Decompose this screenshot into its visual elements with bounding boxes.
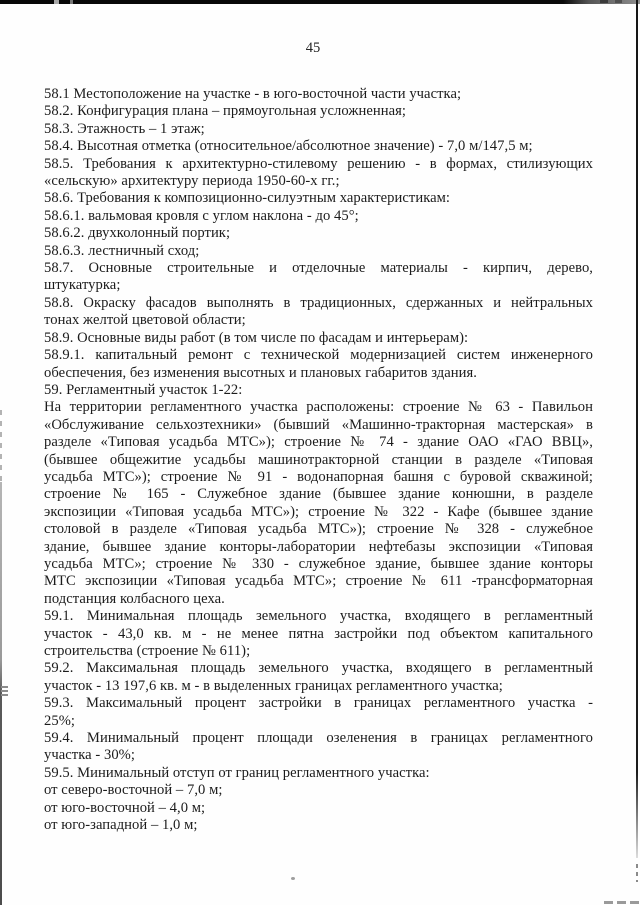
- scan-artifact-left-edge-dashes: [0, 410, 2, 482]
- document-line: подстанция колбасного цеха.: [44, 590, 225, 607]
- document-line: 58.4. Высотная отметка (относительное/абсолютное значение) - 7,0 м/147,5 м;: [44, 138, 533, 155]
- document-line: 59.2. Максимальная площадь земельного участка, входящего в регламентный: [44, 660, 593, 677]
- scan-artifact-top-edge-gap: [70, 0, 73, 4]
- document-line: 58.9.1. капитальный ремонт с технической модернизацией систем инженерного: [44, 347, 593, 364]
- scan-artifact-top-edge-dash: [600, 0, 608, 3]
- scan-artifact-right-edge: [636, 0, 638, 858]
- scan-artifact-speck: [291, 877, 295, 880]
- document-line: МТС экспозиции «Типовая усадьба МТС»; строение № 611 -трансформаторная: [44, 573, 593, 590]
- document-line: 58.2. Конфигурация плана – прямоугольная усложненная;: [44, 103, 406, 120]
- document-line: от юго-западной – 1,0 м;: [44, 817, 198, 834]
- document-line: экспозиции «Типовая усадьба МТС»); строение № 322 - Кафе (бывшее здание: [44, 503, 593, 520]
- document-line: 58.6.1. вальмовая кровля с углом наклона - до 45°;: [44, 207, 359, 224]
- document-line: усадьба МТС»); строение № 91 - водонапорная башня с буровой скважиной;: [44, 468, 593, 485]
- document-line: 58.9. Основные виды работ (в том числе по фасадам и интерьерам):: [44, 329, 469, 346]
- document-line: 59. Регламентный участок 1-22:: [44, 381, 243, 398]
- document-line: от юго-восточной – 4,0 м;: [44, 799, 206, 816]
- document-line: разделе «Типовая усадьба МТС»); строение № 74 - здание ОАО «ГАО ВВЦ»,: [44, 434, 593, 451]
- document-line: 59.3. Максимальный процент застройки в границах регламентного участка -: [44, 695, 593, 712]
- document-line: усадьба МТС»; строение № 330 - служебное здание, бывшее здание конторы: [44, 555, 593, 572]
- document-line: 58.6. Требования к композиционно-силуэтным характеристикам:: [44, 190, 451, 207]
- document-line: 58.8. Окраску фасадов выполнять в традиционных, сдержанных и нейтральных: [44, 294, 593, 311]
- scan-artifact-bottom-right-dashes: [604, 901, 640, 904]
- page-number: 45: [305, 40, 321, 56]
- document-line: тонах желтой цветовой области;: [44, 312, 246, 329]
- document-line: участка - 30%;: [44, 747, 135, 764]
- document-line: 58.7. Основные строительные и отделочные материалы - кирпич, дерево,: [44, 260, 593, 277]
- document-line: «Обслуживание сельхозтехники» (бывший «Машинно-тракторная мастерская» в: [44, 416, 593, 433]
- document-line: На территории регламентного участка расположены: строение № 63 - Павильон: [44, 399, 593, 416]
- document-line: 58.5. Требования к архитектурно-стилевому решению - в формах, стилизующих: [44, 155, 593, 172]
- scan-artifact-left-edge: [0, 482, 2, 905]
- document-line: «сельскую» архитектуру периода 1950-60-х гг.;: [44, 173, 340, 190]
- document-line: строительства (строение № 611);: [44, 643, 251, 659]
- document-line: 58.3. Этажность – 1 этаж;: [44, 120, 205, 137]
- document-line: штукатурка;: [44, 277, 121, 294]
- document-line: обеспечения, без изменения высотных и плановых габаритов здания.: [44, 364, 477, 381]
- document-line: 59.5. Минимальный отступ от границ регламентного участка:: [44, 764, 430, 781]
- document-line: 58.6.3. лестничный сход;: [44, 242, 200, 259]
- document-line: участок - 43,0 кв. м - не менее пятна застройки под объектом капитального: [44, 625, 593, 642]
- document-line: 58.6.2. двухколонный портик;: [44, 225, 231, 242]
- document-line: 58.1 Местоположение на участке - в юго-восточной части участка;: [44, 86, 462, 102]
- document-line: здание, бывшее здание конторы-лаборатории нефтебазы экспозиции «Типовая: [44, 538, 593, 555]
- document-line: столовой в разделе «Типовая усадьба МТС»); строение № 328 - служебное: [44, 521, 593, 538]
- scan-artifact-top-edge: [0, 0, 640, 4]
- document-line: 25%;: [44, 712, 76, 729]
- scan-artifact-right-edge-dashes: [636, 864, 638, 882]
- document-line: (бывшее общежитие усадьбы машинотракторной станции в разделе «Типовая: [44, 451, 593, 468]
- document-line: строение № 165 - Служебное здание (бывшее здание конюшни, в разделе: [44, 486, 593, 503]
- document-line: участок - 13 197,6 кв. м - в выделенных границах регламентного участка;: [44, 677, 503, 694]
- scan-artifact-top-edge-gap: [54, 0, 59, 4]
- scan-artifact-top-edge-dash: [615, 0, 622, 3]
- scan-artifact-left-edge-ticks: [1, 686, 8, 697]
- document-line: от северо-восточной – 7,0 м;: [44, 782, 223, 799]
- document-line: 59.4. Минимальный процент площади озеленения в границах регламентного: [44, 730, 593, 747]
- document-text-block: [44, 86, 593, 834]
- document-line: 59.1. Минимальная площадь земельного участка, входящего в регламентный: [44, 608, 593, 625]
